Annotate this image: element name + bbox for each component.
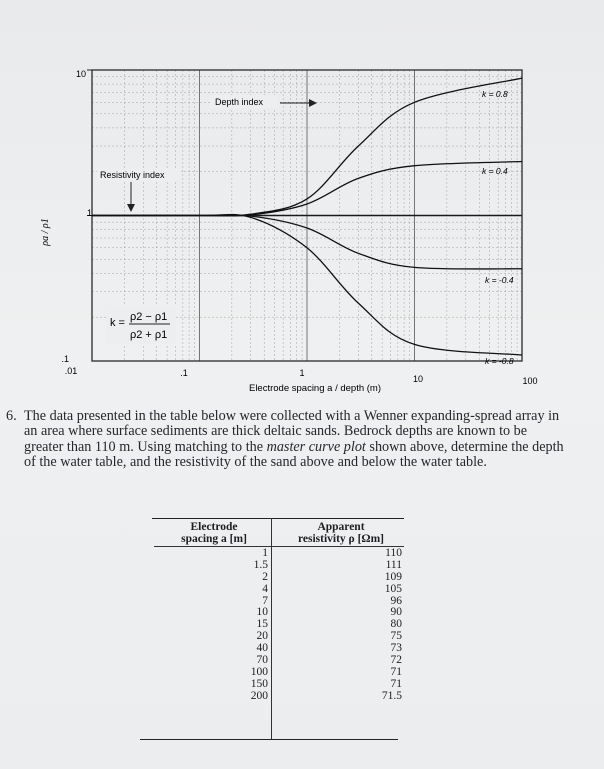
- label-k-neg-0.8: k = -0.8: [485, 356, 514, 366]
- question-line-3c: shown above, determine the depth: [365, 438, 564, 455]
- spacing-cell: 1.5: [253, 558, 268, 571]
- resistivity-cell: 80: [390, 618, 402, 631]
- resistivity-cell: 71: [390, 665, 402, 678]
- spacing-cell: 4: [262, 582, 268, 595]
- question-line-3a: greater than 110 m. Using matching to the: [24, 438, 267, 455]
- header-electrode-line1: Electrode: [190, 521, 238, 533]
- question-line-1: The data presented in the table below were collected with a Wenner expanding-spread array in: [24, 408, 560, 424]
- resistivity-index-arrowhead: [127, 204, 135, 212]
- y-tick-0.1: .1: [61, 354, 69, 364]
- resistivity-index-label: Resistivity index: [100, 170, 165, 180]
- resistivity-cell: 71: [390, 677, 402, 690]
- resistivity-column: [320, 548, 402, 703]
- x-tick-100: 100: [522, 376, 538, 386]
- question-number: 6.: [6, 408, 17, 424]
- header-electrode-spacing: [160, 521, 268, 545]
- x-tick-0.01: .01: [64, 366, 78, 376]
- x-axis-label: Electrode spacing a / depth (m): [248, 383, 382, 394]
- spacing-cell: 15: [256, 618, 268, 631]
- x-tick-10: 10: [412, 374, 424, 384]
- header-resistivity-line2: resistivity ρ [Ωm]: [297, 533, 385, 545]
- header-apparent-resistivity: [278, 521, 404, 545]
- master-curve-emphasis: master curve plot: [266, 438, 366, 455]
- header-resistivity-line1: Apparent: [317, 521, 365, 533]
- spacing-cell: 100: [250, 665, 268, 678]
- resistivity-cell: 110: [385, 547, 402, 559]
- spacing-cell: 40: [256, 642, 268, 655]
- question-line-3: [24, 440, 590, 455]
- y-axis-label: ρa / ρ1: [40, 218, 51, 246]
- depth-index-label: Depth index: [215, 97, 264, 107]
- spacing-cell: 7: [262, 594, 268, 607]
- formula-k: k =: [110, 317, 125, 329]
- spacing-cell: 200: [250, 689, 268, 702]
- label-k-0.8: k = 0.8: [482, 89, 508, 99]
- table-bottom-rule: [140, 739, 398, 740]
- question-line-2: an area where surface sediments are thick deltaic sands. Bedrock depths are known to be: [24, 423, 528, 440]
- table-top-rule: [152, 518, 404, 519]
- resistivity-cell: 72: [390, 654, 402, 667]
- spacing-cell: 20: [256, 630, 268, 643]
- y-tick-1: 1: [86, 208, 92, 218]
- resistivity-cell: 71.5: [381, 689, 402, 702]
- spacing-cell: 10: [256, 606, 268, 619]
- resistivity-cell: 75: [390, 630, 402, 643]
- table-column-divider: [271, 518, 272, 739]
- resistivity-cell: 111: [385, 558, 402, 571]
- header-electrode-line2: spacing a [m]: [181, 533, 247, 545]
- spacing-cell: 2: [262, 570, 268, 583]
- x-tick-1: 1: [299, 368, 305, 378]
- label-k-neg-0.4: k = -0.4: [485, 275, 514, 285]
- spacing-cell: 1: [262, 547, 268, 559]
- resistivity-cell: 73: [390, 642, 402, 655]
- y-tick-10: 10: [75, 69, 86, 79]
- table-header-rule: [154, 546, 404, 547]
- x-tick-0.1: .1: [180, 368, 188, 378]
- formula-numerator: ρ2 − ρ1: [130, 311, 168, 323]
- label-k-0.4: k = 0.4: [482, 166, 508, 176]
- spacing-cell: 150: [250, 677, 268, 690]
- question-text: [24, 409, 590, 471]
- resistivity-cell: 96: [390, 594, 402, 607]
- resistivity-cell: 105: [384, 582, 402, 595]
- formula-denominator: ρ2 + ρ1: [130, 329, 168, 341]
- depth-index-arrowhead: [309, 99, 317, 107]
- resistivity-cell: 90: [390, 606, 402, 619]
- question-line-4: of the water table, and the resistivity of the sand above and below the water table.: [24, 454, 487, 471]
- spacing-column: [200, 548, 268, 703]
- spacing-cell: 70: [256, 654, 268, 667]
- resistivity-cell: 109: [384, 570, 402, 583]
